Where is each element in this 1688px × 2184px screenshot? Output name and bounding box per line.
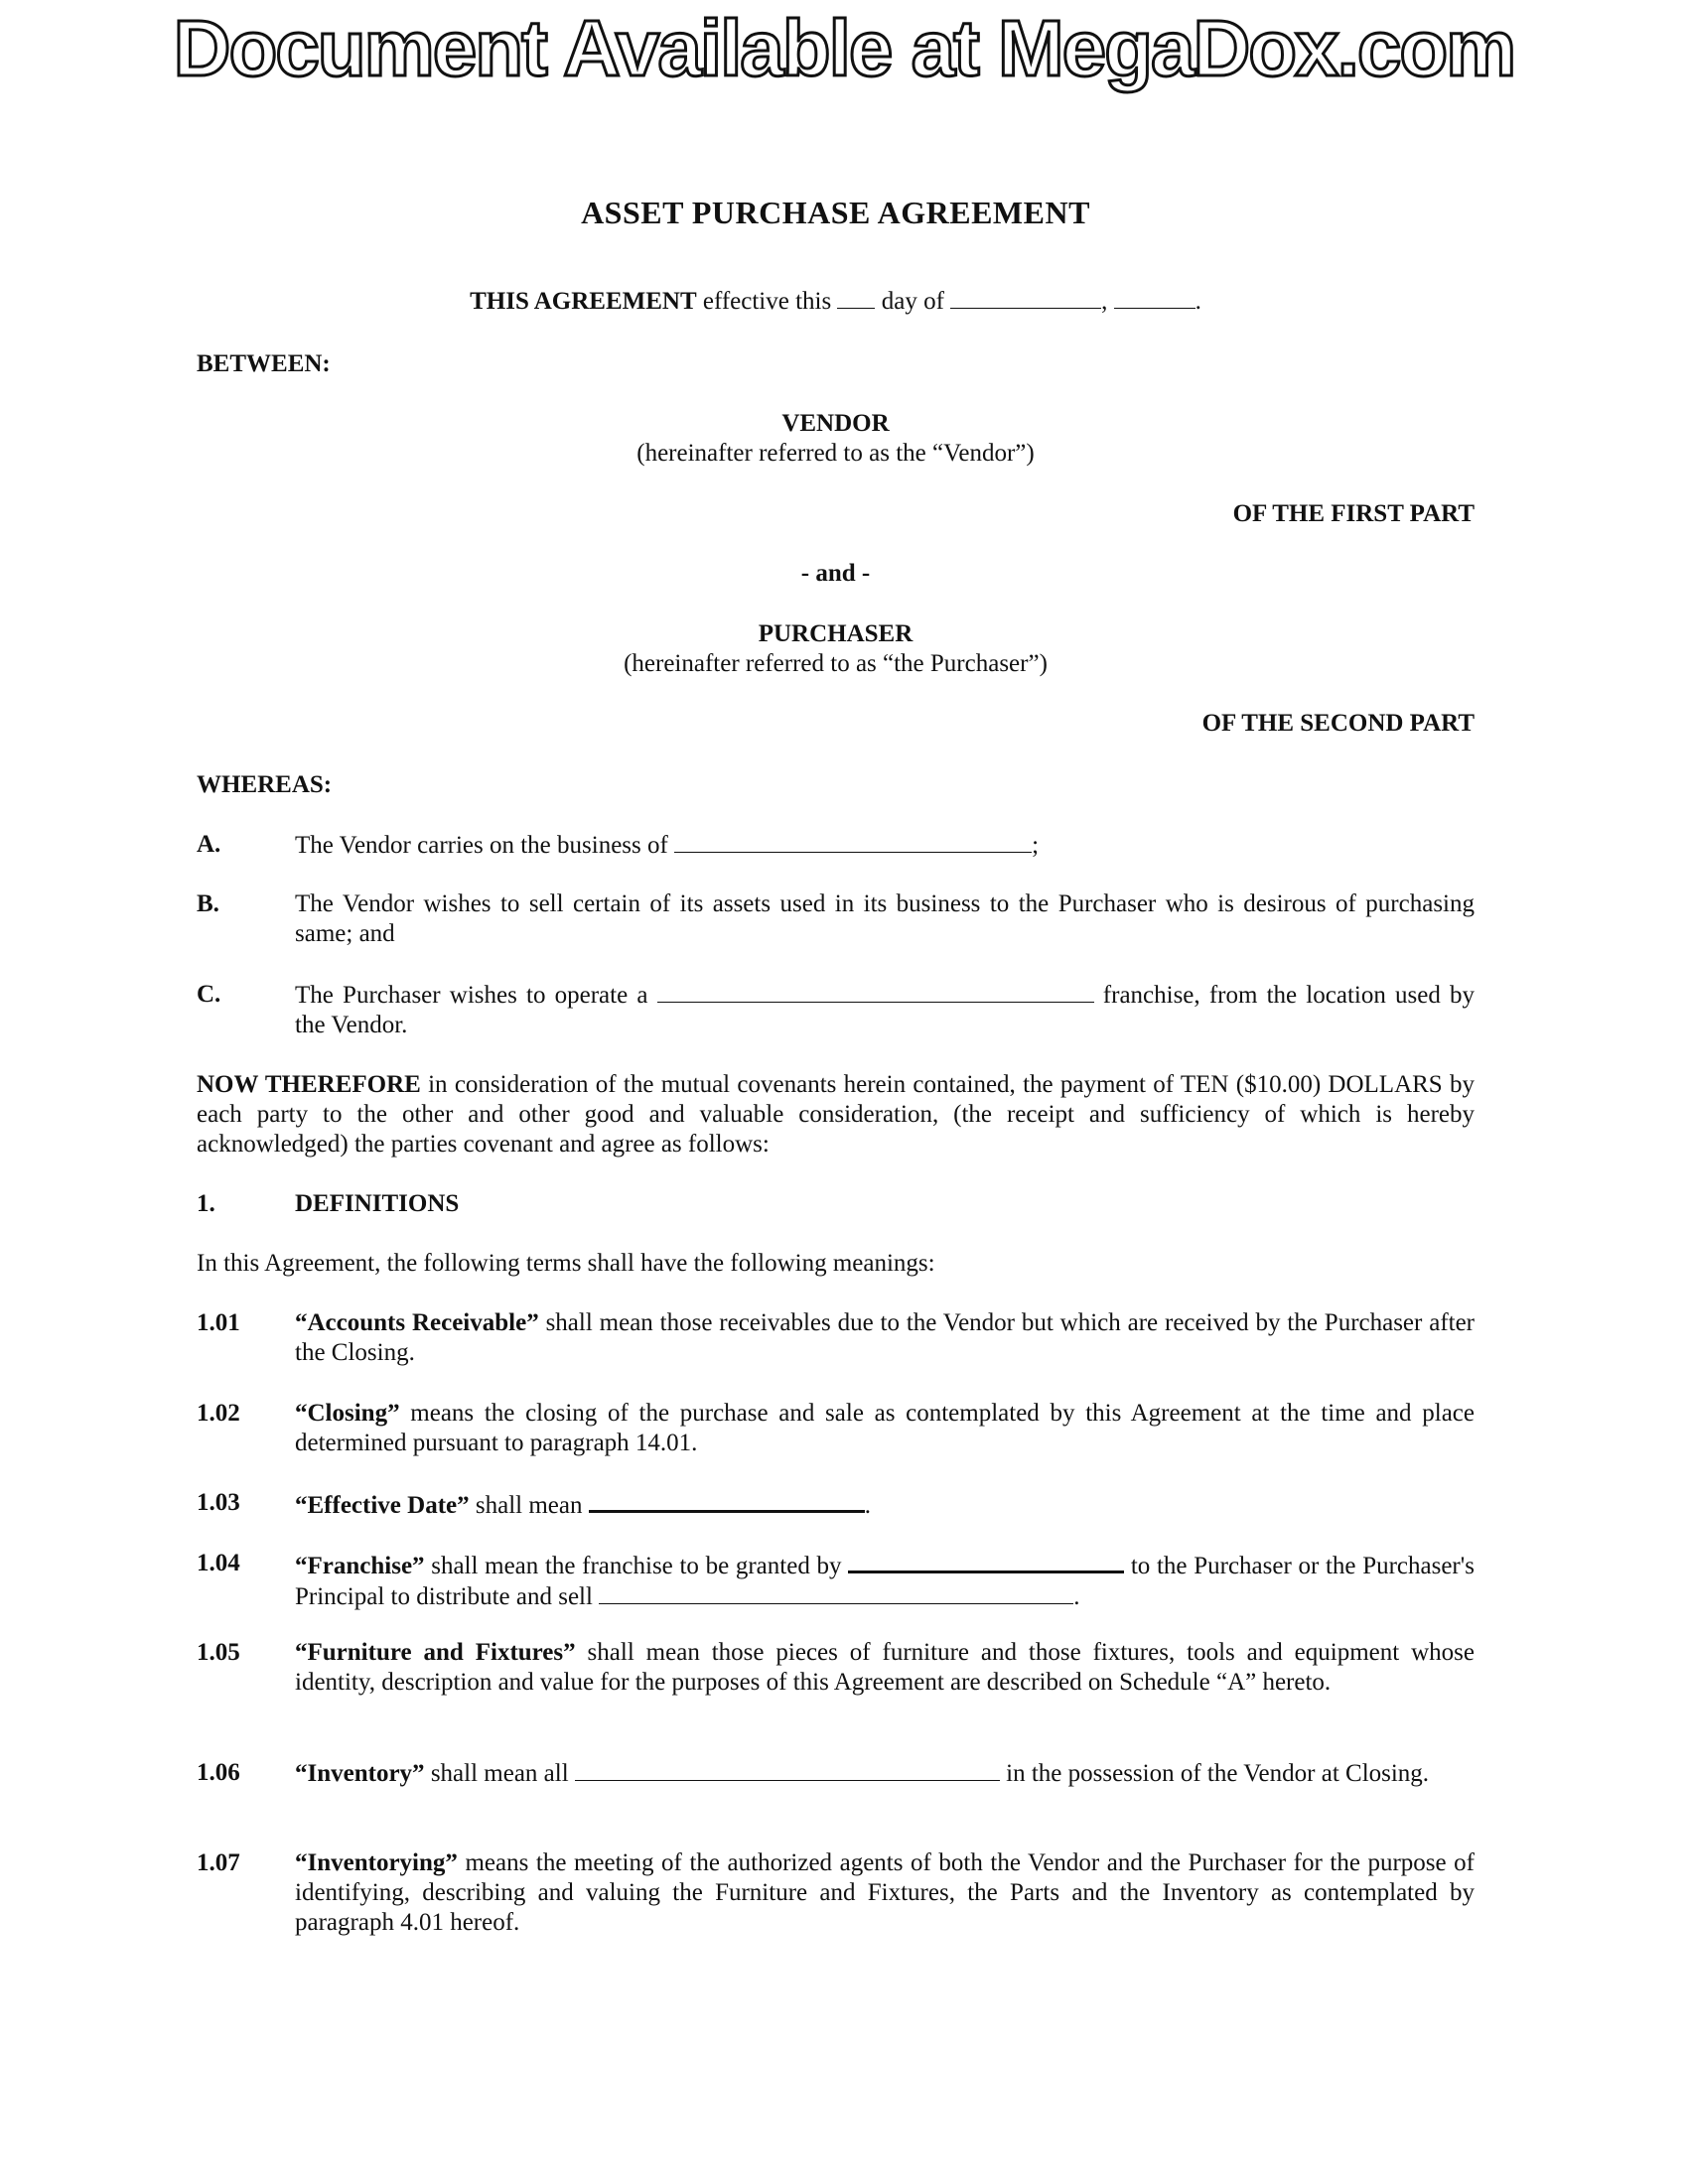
section-heading: DEFINITIONS [295, 1190, 460, 1217]
franchisor-blank[interactable] [848, 1549, 1124, 1573]
between-label: BETWEEN: [197, 350, 331, 377]
second-part-label: OF THE SECOND PART [1201, 710, 1475, 737]
purchaser-alias: (hereinafter referred to as “the Purchaser”) [624, 650, 1048, 677]
recital-c: C. The Purchaser wishes to operate a franchise, from the location used by the Vendor. [197, 981, 1475, 1038]
megadox-watermark-banner: Document Available at MegaDox.com [173, 4, 1515, 92]
products-blank[interactable] [599, 1581, 1073, 1604]
and-separator: - and - [800, 560, 871, 587]
section-number: 1. [197, 1190, 215, 1217]
month-blank[interactable] [950, 286, 1101, 309]
now-therefore-paragraph: NOW THEREFORE in consideration of the mutual covenants herein contained, the payment of TEN ($10.00) DOLLARS by each party to the other and other good and valuable consideration, (the receipt and sufficiency of which is hereby acknowledged) the parties covenant and agree as follows: [197, 1071, 1475, 1158]
this-agreement-label: THIS AGREEMENT [470, 288, 697, 315]
purchaser-name: PURCHASER [758, 620, 914, 647]
inventory-blank[interactable] [575, 1758, 1000, 1781]
section-1-heading [197, 1189, 1475, 1219]
recital-b: B. The Vendor wishes to sell certain of its assets used in its business to the Purchaser who is desirous of purchasing same; and [197, 890, 1475, 947]
definition-1-03: 1.03 “Effective Date” shall mean . [197, 1489, 871, 1519]
first-part-label: OF THE FIRST PART [1232, 500, 1475, 527]
vendor-name: VENDOR [781, 410, 890, 437]
year-blank[interactable] [1114, 286, 1196, 309]
definition-1-02: 1.02 “Closing” means the closing of the purchase and sale as contemplated by this Agreement at the time and place determined pursuant to paragraph 14.01. [197, 1400, 1475, 1456]
definition-1-04: 1.04 “Franchise” shall mean the franchise to be granted by to the Purchaser or the Purchaser's Principal to distribute and sell . [197, 1550, 1475, 1610]
definition-1-06: 1.06 “Inventory” shall mean all in the possession of the Vendor at Closing. [197, 1759, 1430, 1787]
day-blank[interactable] [837, 286, 875, 309]
effective-date-line: THIS AGREEMENT effective this day of , . [470, 288, 1201, 315]
franchise-blank[interactable] [657, 980, 1094, 1003]
document-title: ASSET PURCHASE AGREEMENT [581, 195, 1090, 230]
effective-date-blank[interactable] [589, 1488, 865, 1513]
recital-label: A. [197, 831, 221, 858]
business-blank[interactable] [674, 830, 1032, 853]
definitions-intro: In this Agreement, the following terms shall have the following meanings: [197, 1250, 935, 1277]
recital-a: A. The Vendor carries on the business of ; [197, 831, 1040, 859]
definition-1-07: 1.07 “Inventorying” means the meeting of the authorized agents of both the Vendor and the Purchaser for the purpose of identifying, describing and valuing the Furniture and Fixtures, the Parts and the Inventory as contemplated by paragraph 4.01 hereof. [197, 1849, 1475, 1936]
definition-1-01: 1.01 “Accounts Receivable” shall mean those receivables due to the Vendor but which are received by the Purchaser after the Closing. [197, 1309, 1476, 1366]
definition-1-05: 1.05 “Furniture and Fixtures” shall mean those pieces of furniture and those fixtures, tools and equipment whose identity, description and value for the purposes of this Agreement are described on Schedule “A” hereto. [197, 1639, 1475, 1696]
vendor-alias: (hereinafter referred to as the “Vendor”) [636, 440, 1035, 467]
recital-label: B. [197, 890, 219, 917]
recital-label: C. [197, 981, 221, 1008]
whereas-label: WHEREAS: [197, 771, 333, 798]
